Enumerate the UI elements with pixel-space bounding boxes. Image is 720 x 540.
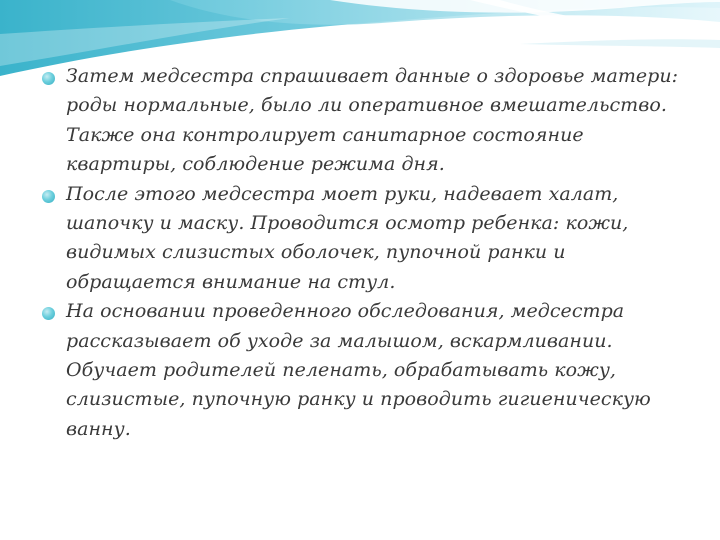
bullet-item-3: [40, 297, 680, 444]
bullet-list: [40, 62, 680, 444]
round-bullet-icon: [42, 307, 55, 320]
bullet-text-3: На основании проведенного обследования, медсестра рассказывает об уходе за малышом, вскармливании. Обучает родителей пеленать, обрабатывать кожу, слизистые, пупочную ранку и проводить гигиеническую ванну.: [66, 300, 651, 440]
bullet-text-1: Затем медсестра спрашивает данные о здоровье матери: роды нормальные, было ли оперативное вмешательство. Также она контролирует санитарное состояние квартиры, соблюдение режима дня.: [66, 65, 679, 176]
bullet-item-2: [40, 180, 680, 298]
round-bullet-icon: [42, 190, 55, 203]
bullet-item-1: [40, 62, 680, 180]
bullet-text-2: После этого медсестра моет руки, надевает халат, шапочку и маску. Проводится осмотр ребенка: кожи, видимых слизистых оболочек, пупочной ранки и обращается внимание на стул.: [66, 182, 629, 293]
round-bullet-icon: [42, 72, 55, 85]
